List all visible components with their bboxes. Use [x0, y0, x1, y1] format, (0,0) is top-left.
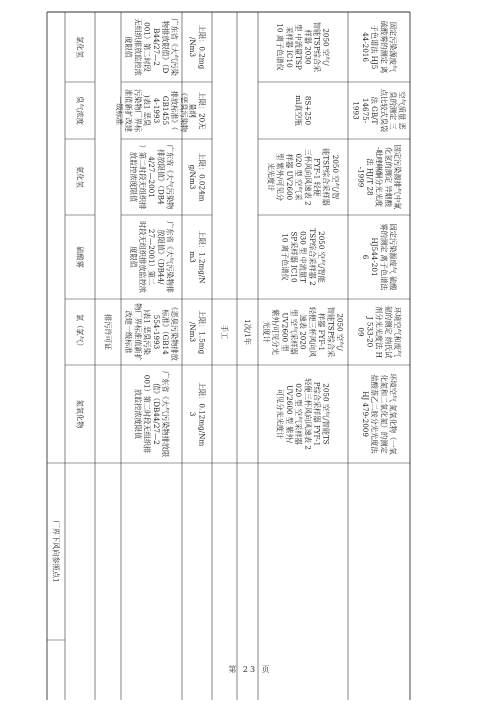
- cell-text-line: 10 离子色谱仪: [280, 233, 290, 281]
- cell-text-line: TSP综合采样器 2: [307, 228, 317, 286]
- cell-limit: [188, 230, 206, 283]
- cell-text-line: UV2600 型: [280, 312, 290, 352]
- cell-standard: [124, 303, 179, 361]
- cell-instrument: [267, 148, 340, 206]
- cell-text-line: 轻便三杯风向风: [307, 306, 317, 358]
- cell-text-line: 物厂界标准值新扩: [133, 303, 143, 361]
- cell-text-line: 样器 2030: [303, 29, 313, 65]
- cell-text-line: 2050 空气/智能: [317, 231, 327, 283]
- cell-text-line: B44/27—2: [151, 28, 161, 66]
- cell-text-line: 光光度计: [266, 162, 276, 192]
- cell-text-line: 值》（DB44/27—2: [151, 383, 161, 445]
- cell-text-line: 手工: [220, 324, 230, 340]
- cell-text-line: 广东省《大气污染: [170, 18, 180, 76]
- cell-instrument: [294, 95, 312, 126]
- cell-text-line: 14675-: [360, 97, 370, 124]
- cell-analysis: [361, 224, 398, 292]
- cell-text-line: 环境空气和废气: [393, 306, 403, 358]
- cell-analysis: [352, 89, 407, 132]
- cell-text-line: ）第二时段无组织排: [138, 144, 147, 210]
- cell-text-line: 化氢的测定 异烟酸: [383, 147, 393, 207]
- cell-text-line: 无组织排放监控浓: [133, 18, 143, 76]
- cell-text-line: 1次/1年: [243, 319, 253, 345]
- cell-text-line: 盐酸萘乙二胺分光光度法: [370, 374, 380, 454]
- cell-text-line: 紫外/可见分光: [271, 309, 281, 355]
- cell-text-line: 《恶臭污染物: [179, 88, 189, 133]
- cell-text-line: 2050 空气/智能TS: [321, 383, 331, 445]
- cell-text-line: 雾的测定 离子色谱法: [379, 223, 389, 291]
- cell-permit: [104, 314, 113, 350]
- cell-text-line: 氮氧化物: [75, 399, 85, 429]
- cell-text-line: 空气质量 恶: [397, 91, 407, 130]
- cell-text-line: 污染物厂界标: [133, 88, 143, 133]
- cell-text-line: 法 HJ/T 28: [365, 158, 375, 196]
- cell-text-line: 硫酸雾: [75, 246, 85, 268]
- cell-instrument: [276, 378, 331, 450]
- cell-text-line: 排污许可证: [103, 314, 113, 350]
- cell-text-line: 智能TSP综合采: [326, 306, 336, 358]
- cell-standard: [133, 371, 170, 457]
- cell-text-line: 速表 2020: [298, 314, 308, 350]
- cell-limit: [188, 25, 206, 70]
- cell-pollutant: [76, 166, 85, 188]
- cell-text-line: 上限：0.12mg/Nm: [197, 381, 207, 447]
- cell-text-line: 改建一级标准: [124, 310, 134, 354]
- cell-text-line: 广东省《大气污染物排放限: [161, 370, 170, 458]
- cell-text-line: 物排放限值》（D: [161, 20, 170, 74]
- cell-text-line: 8S+250: [303, 95, 313, 126]
- cell-text-line: 030 型 中流量T: [298, 231, 308, 283]
- cell-text-line: 化氮和二氧化氮）的测定: [379, 374, 389, 454]
- cell-text-line: 固定污染源废气 硫酸: [388, 223, 398, 291]
- cell-text-line: 6: [360, 254, 370, 260]
- cell-text-line: 一级标准: [115, 96, 124, 125]
- cell-text-line: 三杯风向风速表 2: [303, 148, 313, 206]
- cell-text-line: -1999: [356, 166, 366, 188]
- cell-text-line: 剂分光光度法 H: [374, 306, 384, 358]
- cell-text-line: 型 空气采样器: [289, 309, 299, 355]
- cell-text-line: 氨化氢: [75, 166, 85, 188]
- cell-text-line: 环境空气 氮氧化物（一氧: [388, 373, 398, 455]
- cell-text-line: HJ544-201: [370, 237, 380, 277]
- cell-method_type: [220, 325, 229, 339]
- cell-text-line: 法 GB/T: [370, 96, 380, 125]
- cell-pollutant: [76, 36, 85, 58]
- cell-text-line: g/Nm3: [188, 164, 198, 190]
- cell-text-line: 44-2016: [360, 32, 370, 62]
- cell-analysis: [356, 145, 402, 210]
- cell-text-line: 子色谱法 HJ5: [370, 24, 380, 70]
- cell-text-line: 可见分光光度计: [275, 388, 285, 440]
- cell-text-line: 度限值: [128, 246, 138, 268]
- cell-text-line: 样器 UV2600: [284, 153, 294, 201]
- cell-text-line: 硫酸雾的测定 离: [379, 20, 389, 74]
- cell-text-line: 标准》（GB14: [161, 309, 170, 355]
- cell-instrument: [262, 307, 345, 358]
- cell-limit: [188, 382, 206, 447]
- cell-text-line: GB1455: [161, 95, 170, 126]
- cell-text-line: )表1 恶臭污染: [142, 309, 152, 355]
- page-number: 第 23 页: [228, 665, 272, 674]
- cell-text-line: 上限：1.5mg: [197, 309, 207, 355]
- cell-text-line: 上限：0.2mg: [197, 24, 207, 70]
- cell-instrument: [276, 22, 331, 73]
- cell-text-line: 光度计: [261, 321, 271, 343]
- cell-text-line: 广东省《大气污染物排: [165, 221, 175, 293]
- cell-text-line: 4/27—2001: [147, 156, 157, 198]
- cell-standard: [124, 18, 179, 76]
- cell-text-line: 001）第二时段: [142, 22, 152, 72]
- cell-text-line: 排放限值》（DB4: [156, 149, 166, 205]
- cell-text-line: 上限：0.024m: [197, 152, 207, 202]
- cell-text-line: 度限值: [124, 36, 134, 58]
- cell-text-line: 4-1993: [151, 97, 161, 124]
- cell-instrument: [280, 228, 326, 285]
- cell-pollutant: [76, 400, 85, 429]
- cell-text-line: -吡唑啉酮分光光度: [374, 147, 384, 207]
- cell-text-line: 氯（氯气）: [75, 314, 85, 350]
- cell-limit: [188, 153, 206, 202]
- table-text: [52, 18, 407, 582]
- cell-text-line: 采样器 IC10: [284, 26, 294, 68]
- cell-text-line: 样器 FYF-1: [317, 312, 327, 352]
- cell-text-line: 型 中流量TSP: [294, 24, 304, 70]
- cell-text-line: 准值新扩改建: [124, 88, 134, 133]
- cell-text-line: 上限：1.2mg/N: [197, 230, 207, 284]
- cell-pollutant: [76, 314, 85, 350]
- cell-text-line: /Nm3: [188, 321, 198, 343]
- cell-text-line: 固定污染源废气: [388, 21, 398, 73]
- cell-text-line: UV2600 型 紫外/: [284, 384, 294, 444]
- cell-text-line: 广东省《大气污染物: [165, 144, 175, 210]
- cell-text-line: 上限：20无: [197, 91, 207, 130]
- cell-text-line: 27—2001）第二: [147, 228, 157, 286]
- cell-text-line: 点比较式臭袋: [379, 88, 389, 133]
- cell-text-line: 量纲: [188, 103, 198, 118]
- cell-text-line: 放监控浓度限值: [128, 151, 138, 203]
- cell-text-line: SP采样器 IC10: [289, 231, 299, 283]
- cell-text-line: 放监控浓度限值: [133, 388, 143, 440]
- cell-text-line: P综合采样器 FYF-1: [312, 381, 322, 447]
- cell-pollutant: [76, 96, 85, 125]
- cell-text-line: 1993: [351, 101, 361, 120]
- cell-text-line: ml真空瓶: [294, 95, 304, 126]
- cell-standard: [129, 221, 175, 293]
- cell-frequency: [243, 319, 252, 345]
- cell-text-line: )表1 恶臭: [142, 94, 152, 127]
- cell-text-line: 3: [188, 411, 198, 417]
- cell-text-line: 轻便三杯风向风速表 2: [303, 378, 313, 450]
- cell-text-line: 臭的测定 三: [388, 91, 398, 130]
- cell-limit: [188, 310, 206, 355]
- cell-text-line: 020 型 空气采: [294, 153, 304, 201]
- cell-pollutant: [76, 246, 85, 268]
- cell-text-line: 能TSP综合采样器: [321, 148, 331, 206]
- cell-standard: [115, 89, 188, 133]
- cell-standard: [129, 145, 175, 210]
- cell-text-line: 厂界下风向参照点1: [51, 520, 61, 583]
- cell-analysis: [361, 21, 398, 74]
- cell-text-line: 排放标准》（: [170, 90, 180, 131]
- cell-text-line: 554-1993: [151, 314, 161, 350]
- cell-text-line: 2050 空气/: [321, 28, 331, 66]
- cell-text-line: 固定污染源排气中氰: [393, 144, 403, 210]
- cell-text-line: HJ 479-2009: [360, 391, 370, 437]
- cell-text-line: 臭气浓度: [75, 96, 85, 125]
- cell-text-line: 020 型 空气采样器: [294, 383, 304, 445]
- cell-text-line: 2050 空气/智: [330, 154, 340, 200]
- cell-point: [52, 520, 61, 582]
- cell-text-line: FYF-1 轻便: [312, 157, 322, 197]
- cell-text-line: 10 离子色谱仪: [275, 23, 285, 71]
- cell-analysis: [361, 373, 398, 454]
- cell-text-line: J 533-20: [365, 316, 375, 348]
- cell-analysis: [356, 306, 402, 359]
- cell-text-line: 智能TSP综合采: [312, 21, 322, 73]
- cell-text-line: 09: [356, 327, 366, 337]
- cell-limit: [188, 92, 206, 130]
- cell-text-line: 氨的测定 纳氏试: [383, 305, 393, 359]
- cell-text-line: 放限值》（DB44/: [156, 229, 166, 285]
- cell-text-line: /Nm3: [188, 36, 198, 58]
- cell-text-line: m3: [188, 251, 198, 263]
- cell-text-line: 《恶臭污染物排放: [170, 303, 180, 361]
- cell-text-line: 时段无组织排放监控浓: [138, 221, 147, 293]
- cell-text-line: 2050 空气/: [335, 313, 345, 351]
- cell-text-line: 氯化氢: [75, 36, 85, 58]
- cell-text-line: 型 紫外/可见分: [275, 153, 285, 201]
- cell-text-line: 001）第二时段无组织排: [142, 374, 152, 454]
